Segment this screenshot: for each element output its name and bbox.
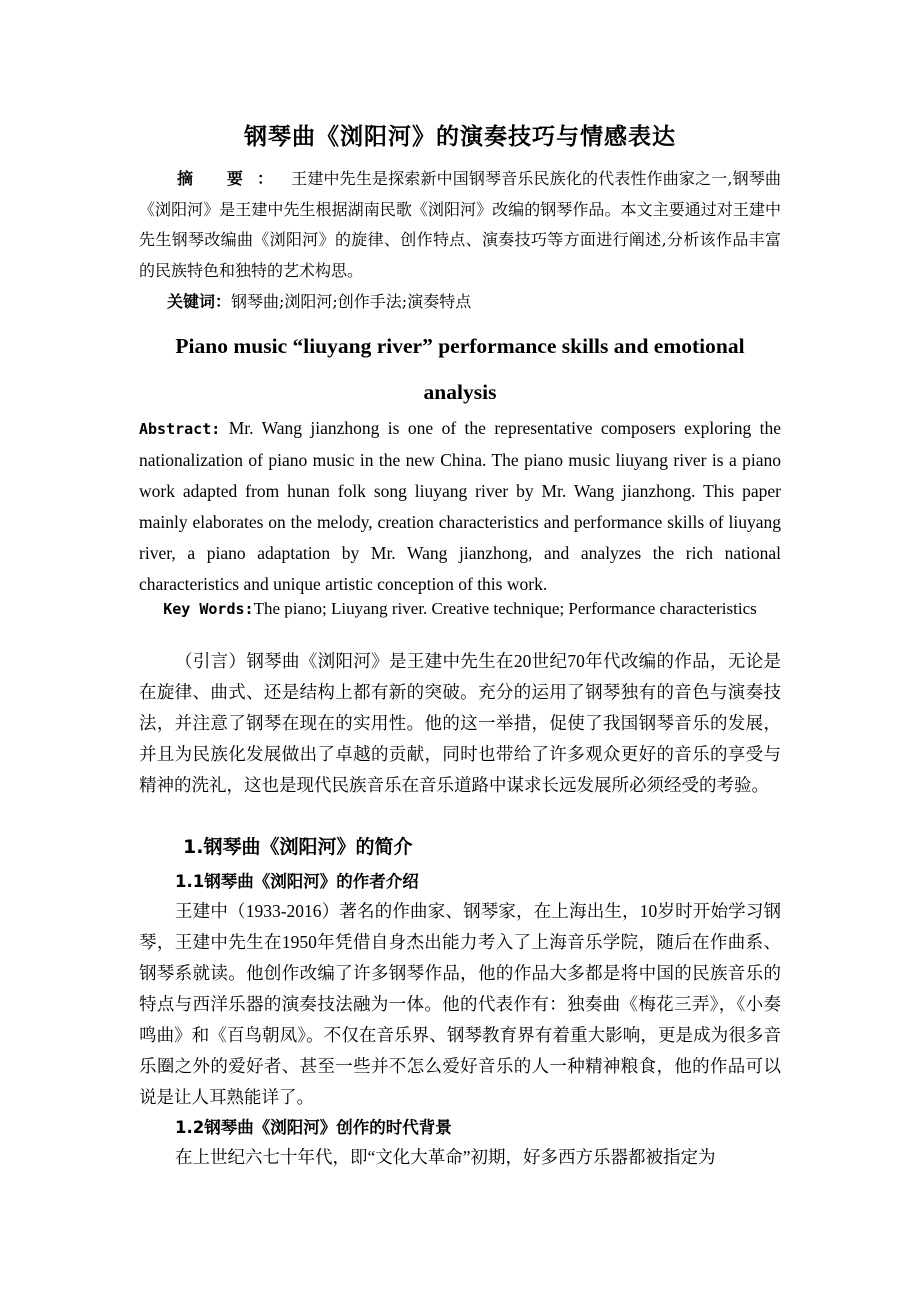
english-abstract (139, 413, 781, 600)
chinese-keywords (167, 289, 471, 312)
english-abstract-text: Mr. Wang jianzhong is one of the representative composers exploring the nationalization of piano music in the new China. The piano music liuyang river is a piano work adapted from hunan folk song liuyang river by Mr. Wang jianzhong. This paper mainly elaborates on the melody, creation characteristics and performance skills of liuyang river, a piano adaptation by Mr. Wang jianzhong, and analyzes the rich national characteristics and unique artistic conception of this work. (139, 418, 782, 594)
section-1-1-heading: 1.1钢琴曲《浏阳河》的作者介绍 (175, 872, 419, 891)
section-1-heading: 1.钢琴曲《浏阳河》的简介 (183, 836, 413, 858)
section-1-2-paragraph: 在上世纪六七十年代，即“文化大革命”初期，好多西方乐器都被指定为 (175, 1147, 716, 1167)
chinese-abstract (139, 164, 781, 286)
chinese-keywords-text: 钢琴曲;浏阳河;创作手法;演奏特点 (231, 292, 472, 311)
english-abstract-label: Abstract: (139, 420, 221, 438)
paper-title: 钢琴曲《浏阳河》的演奏技巧与情感表达 (244, 124, 676, 150)
english-keywords-text: The piano; Liuyang river. Creative technique; Performance characteristics (253, 599, 757, 618)
english-keywords (139, 597, 781, 621)
chinese-abstract-text: 王建中先生是探索新中国钢琴音乐民族化的代表性作曲家之一,钢琴曲《浏阳河》是王建中先生根据湖南民歌《浏阳河》改编的钢琴作品。本文主要通过对王建中先生钢琴改编曲《浏阳河》的旋律、创作特点、演奏技巧等方面进行阐述,分析该作品丰富的民族特色和独特的艺术构思。 (139, 169, 781, 280)
section-1-2-heading: 1.2钢琴曲《浏阳河》创作的时代背景 (175, 1118, 452, 1137)
english-title: Piano music “liuyang river” performance skills and emotional analysis (175, 334, 745, 404)
chinese-abstract-label: 摘 要： (177, 169, 288, 188)
chinese-keywords-label: 关键词： (167, 292, 232, 311)
introduction-paragraph: （引言）钢琴曲《浏阳河》是王建中先生在20世纪70年代改编的作品，无论是在旋律、曲式、还是结构上都有新的突破。充分的运用了钢琴独有的音色与演奏技法，并注意了钢琴在现在的实用性。他的这一举措，促使了我国钢琴音乐的发展，并且为民族化发展做出了卓越的贡献，同时也带给了许多观众更好的音乐的享受与精神的洗礼，这也是现代民族音乐在音乐道路中谋求长远发展所必须经受的考验。 (139, 651, 781, 795)
section-1-1-paragraph: 王建中（1933-2016）著名的作曲家、钢琴家，在上海出生，10岁时开始学习钢琴，王建中先生在1950年凭借自身杰出能力考入了上海音乐学院，随后在作曲系、钢琴系就读。他创作改编了许多钢琴作品，他的作品大多都是将中国的民族音乐的特点与西洋乐器的演奏技法融为一体。他的代表作有：独奏曲《梅花三弄》，《小奏鸣曲》和《百鸟朝凤》。不仅在音乐界、钢琴教育界有着重大影响，更是成为很多音乐圈之外的爱好者、甚至一些并不怎么爱好音乐的人一种精神粮食，他的作品可以说是让人耳熟能详了。 (139, 901, 781, 1107)
english-keywords-label: Key Words: (163, 600, 254, 618)
